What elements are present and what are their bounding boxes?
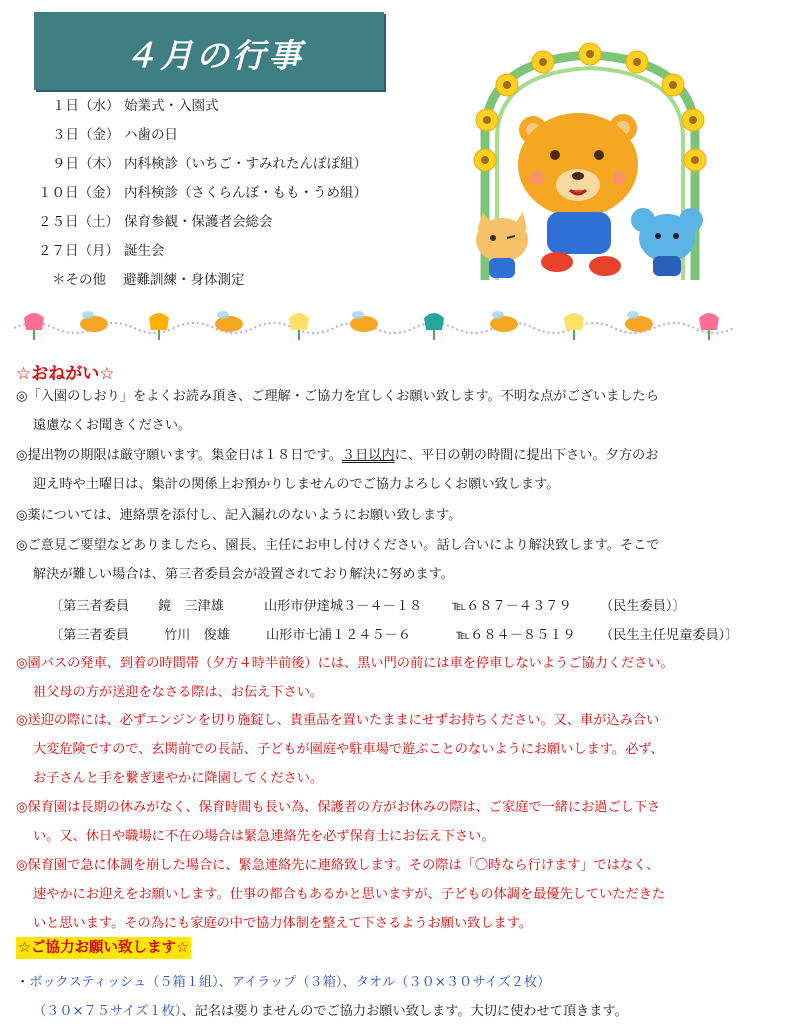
onegai-heading: ☆おねがい☆: [16, 364, 115, 384]
sunflower-arch-illustration: [465, 40, 715, 290]
supplies-request: ・ボックスティッシュ（５箱１組）、アイラップ（３箱）、タオル（３０×３０サイズ２枚） （３０×７５サイズ１枚）、記名は要りませんのでご協力お願い致します。大切に使わせて頂きます。: [16, 975, 628, 1019]
bear-icon: [518, 113, 638, 276]
page-title: ４月の行事: [124, 36, 304, 75]
notice-paragraph-1: ◎「入園のしおり」をよくお読み頂き、ご理解・ご協力を宜しくお願い致します。不明な点がございましたら 遠慮なくお聞きください。: [16, 389, 659, 433]
notice-red-4: ◎保育園で急に体調を崩した場合に、緊急連絡先に連絡致します。その際は「〇時なら行けます」ではなく、 速やかにお迎えをお願いします。仕事の都合もあるかと思いますが、子どもの体調を最優先していただきた いと思います。その為にも家庭の中で協力体制を整えて下さるようお願い致します。: [16, 858, 665, 931]
notice-paragraph-4: ◎ご意見ご要望などありましたら、園長、主任にお申し付けください。話し合いにより解決致します。そこで 解決が難しい場合は、第三者委員会が設置されており解決に努めます。: [16, 538, 660, 582]
notice-red-3: ◎保育園は長期の休みがなく、保育時間も長い為、保護者の方がお休みの際は、ご家庭で一緒にお過ごし下さ い。又、休日や職場に不在の場合は緊急連絡先を必ず保育士にお伝え下さい。: [16, 800, 661, 844]
notice-paragraph-2: ◎提出物の期限は厳守願います。集金日は１８日です。３日以内に、平日の朝の時間に提出下さい。夕方のお 迎え時や土曜日は、集計の関係上お預かりしませんのでご協力よろしくお願い致します。: [16, 448, 659, 492]
underline-deadline: ３日以内: [341, 448, 395, 463]
notice-paragraph-3: ◎薬については、連絡票を添付し、記入漏れのないようにお願い致します。: [16, 508, 462, 523]
kyoryoku-heading: ☆ご協力お願い致します☆: [16, 937, 191, 959]
title-banner: [34, 12, 384, 90]
tulip-bee-border: [14, 308, 744, 342]
notice-red-2: ◎送迎の際には、必ずエンジンを切り施錠し、貴重品を置いたままにせずお持ちください。又、車が込み合い 大変危険ですので、玄関前での長話、子どもが園庭や駐車場で遊ぶことのないようにお願いします。必ず、 お子さんと手を繋ぎ速やかに降園してください。: [16, 713, 664, 786]
notice-red-1: ◎園バスの発車、到着の時間帯（夕方４時半前後）には、黒い門の前には車を停車しないようご協力ください。 祖父母の方が送迎をなさる際は、お伝え下さい。: [16, 656, 674, 700]
